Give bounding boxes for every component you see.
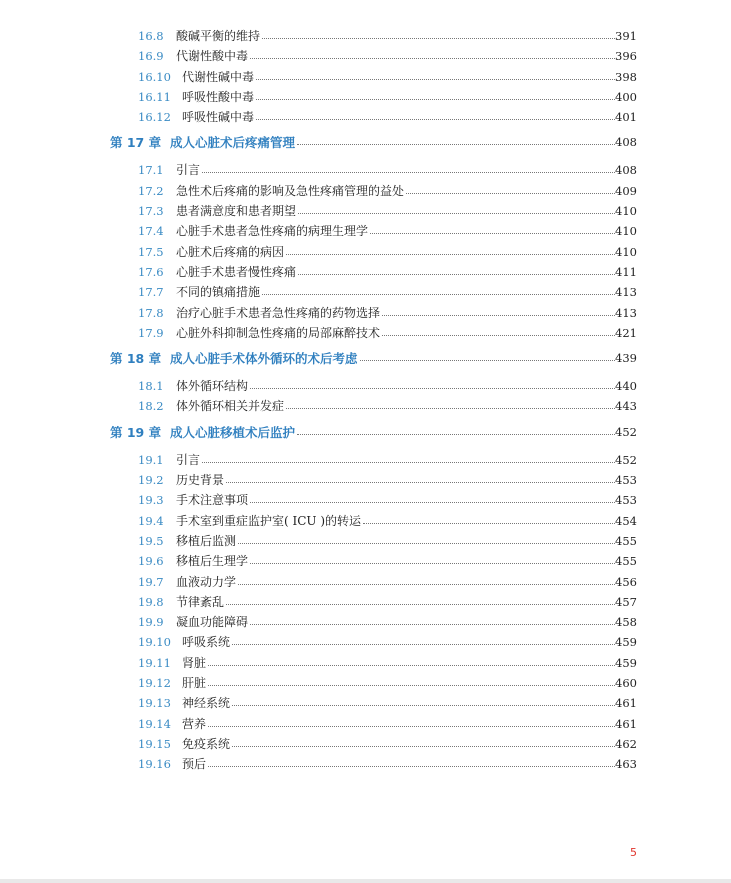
toc-section-entry[interactable] <box>0 632 731 652</box>
toc-section-entry[interactable] <box>0 46 731 66</box>
section-title: 代谢性碱中毒 <box>182 69 255 84</box>
toc-section-entry[interactable] <box>0 511 731 531</box>
section-page-number: 400 <box>615 89 637 104</box>
chapter-page-number: 439 <box>615 351 637 366</box>
dot-leader <box>382 315 615 316</box>
section-title: 急性术后疼痛的影响及急性疼痛管理的益处 <box>176 183 405 198</box>
toc-section-entry[interactable] <box>0 282 731 302</box>
section-page-number: 443 <box>615 399 637 414</box>
toc-section-entry[interactable] <box>0 26 731 46</box>
page-number: 5 <box>630 846 637 859</box>
dot-leader <box>297 434 615 435</box>
dot-leader <box>370 233 615 234</box>
toc-chapter-heading[interactable] <box>0 345 731 372</box>
toc-section-entry[interactable] <box>0 323 731 343</box>
section-page-number: 401 <box>615 110 637 125</box>
section-title: 引言 <box>176 163 201 178</box>
section-number: 17.2 <box>138 183 164 198</box>
toc-section-entry[interactable] <box>0 470 731 490</box>
dot-leader <box>250 388 615 389</box>
section-page-number: 440 <box>615 379 637 394</box>
toc-section-entry[interactable] <box>0 693 731 713</box>
dot-leader <box>406 193 615 194</box>
section-number: 19.11 <box>138 655 171 670</box>
section-title: 引言 <box>176 452 201 467</box>
section-title: 呼吸性碱中毒 <box>182 110 255 125</box>
toc-section-entry[interactable] <box>0 551 731 571</box>
section-page-number: 410 <box>615 204 637 219</box>
section-number: 19.15 <box>138 736 171 751</box>
section-number: 16.11 <box>138 89 171 104</box>
toc-section-entry[interactable] <box>0 181 731 201</box>
section-number: 19.6 <box>138 554 164 569</box>
chapter-title: 成人心脏术后疼痛管理 <box>170 135 296 151</box>
section-page-number: 410 <box>615 244 637 259</box>
section-page-number: 454 <box>615 513 637 528</box>
toc-section-entry[interactable] <box>0 67 731 87</box>
dot-leader <box>256 119 615 120</box>
toc-section-entry[interactable] <box>0 592 731 612</box>
dot-leader <box>250 58 615 59</box>
section-page-number: 459 <box>615 655 637 670</box>
chapter-title: 成人心脏移植术后监护 <box>170 424 296 440</box>
toc-section-entry[interactable] <box>0 754 731 774</box>
section-title: 心脏术后疼痛的病因 <box>176 244 285 259</box>
toc-section-entry[interactable] <box>0 303 731 323</box>
section-number: 16.9 <box>138 49 164 64</box>
toc-chapter-heading[interactable] <box>0 419 731 446</box>
dot-leader <box>256 99 615 100</box>
section-title: 预后 <box>182 757 207 772</box>
section-page-number: 408 <box>615 163 637 178</box>
chapter-page-number: 452 <box>615 424 637 439</box>
dot-leader <box>202 172 615 173</box>
section-title: 手术注意事项 <box>176 493 249 508</box>
section-number: 16.8 <box>138 29 164 43</box>
section-number: 19.14 <box>138 716 171 731</box>
dot-leader <box>208 665 615 666</box>
section-page-number: 461 <box>615 696 637 711</box>
section-page-number: 413 <box>615 305 637 320</box>
section-page-number: 456 <box>615 574 637 589</box>
section-number: 19.4 <box>138 513 164 528</box>
section-title: 营养 <box>182 716 207 731</box>
toc-section-entry[interactable] <box>0 242 731 262</box>
chapter-title: 成人心脏手术体外循环的术后考虑 <box>170 351 358 367</box>
toc-section-entry[interactable] <box>0 87 731 107</box>
section-title: 体外循环结构 <box>176 379 249 394</box>
section-page-number: 460 <box>615 676 637 691</box>
section-title: 患者满意度和患者期望 <box>176 204 297 219</box>
section-page-number: 421 <box>615 325 637 340</box>
toc-section-entry[interactable] <box>0 612 731 632</box>
dot-leader <box>256 79 615 80</box>
section-title: 体外循环相关并发症 <box>176 399 285 414</box>
toc-section-entry[interactable] <box>0 653 731 673</box>
section-number: 19.12 <box>138 676 171 691</box>
section-number: 19.8 <box>138 594 164 609</box>
section-number: 19.1 <box>138 452 164 467</box>
section-page-number: 453 <box>615 473 637 488</box>
dot-leader <box>232 705 615 706</box>
section-number: 18.2 <box>138 399 164 414</box>
section-title: 移植后生理学 <box>176 554 249 569</box>
section-number: 17.7 <box>138 285 164 300</box>
chapter-label: 第 19 章 <box>110 424 162 440</box>
section-page-number: 455 <box>615 533 637 548</box>
toc-section-entry[interactable] <box>0 450 731 470</box>
section-page-number: 398 <box>615 69 637 84</box>
section-number: 17.3 <box>138 204 164 219</box>
toc-section-entry[interactable] <box>0 531 731 551</box>
section-page-number: 391 <box>615 29 637 43</box>
toc-section-entry[interactable] <box>0 160 731 180</box>
dot-leader <box>262 294 615 295</box>
dot-leader <box>202 462 615 463</box>
section-title: 心脏手术患者慢性疼痛 <box>176 264 297 279</box>
dot-leader <box>208 726 615 727</box>
toc-section-entry[interactable] <box>0 376 731 396</box>
dot-leader <box>286 254 615 255</box>
dot-leader <box>286 408 615 409</box>
toc-section-entry[interactable] <box>0 201 731 221</box>
dot-leader <box>226 482 615 483</box>
section-title: 血液动力学 <box>176 574 237 589</box>
dot-leader <box>363 523 615 524</box>
toc-section-entry[interactable] <box>0 714 731 734</box>
section-number: 19.10 <box>138 635 171 650</box>
section-number: 17.4 <box>138 224 164 239</box>
section-number: 17.8 <box>138 305 164 320</box>
section-title: 呼吸性酸中毒 <box>182 89 255 104</box>
toc-section-entry[interactable] <box>0 396 731 416</box>
dot-leader <box>208 685 615 686</box>
section-title: 治疗心脏手术患者急性疼痛的药物选择 <box>176 305 381 320</box>
section-page-number: 458 <box>615 615 637 630</box>
section-page-number: 462 <box>615 736 637 751</box>
section-title: 移植后监测 <box>176 533 237 548</box>
toc-chapter-heading[interactable] <box>0 129 731 156</box>
chapter-label: 第 18 章 <box>110 351 162 367</box>
dot-leader <box>250 624 615 625</box>
section-title: 节律紊乱 <box>176 594 225 609</box>
dot-leader <box>226 604 615 605</box>
section-page-number: 396 <box>615 49 637 64</box>
dot-leader <box>232 644 615 645</box>
section-number: 17.1 <box>138 163 164 178</box>
section-number: 17.6 <box>138 264 164 279</box>
section-number: 18.1 <box>138 379 164 394</box>
dot-leader <box>238 543 615 544</box>
toc-section-entry[interactable] <box>0 734 731 754</box>
chapter-page-number: 408 <box>615 135 637 150</box>
dot-leader <box>238 584 615 585</box>
section-title: 心脏外科抑制急性疼痛的局部麻醉技术 <box>176 325 381 340</box>
toc-section-entry[interactable] <box>0 262 731 282</box>
section-title: 神经系统 <box>182 696 231 711</box>
section-number: 17.9 <box>138 325 164 340</box>
section-page-number: 463 <box>615 757 637 772</box>
section-number: 19.13 <box>138 696 171 711</box>
section-number: 19.16 <box>138 757 171 772</box>
section-number: 19.5 <box>138 533 164 548</box>
dot-leader <box>262 38 615 39</box>
section-number: 19.7 <box>138 574 164 589</box>
toc-section-entry[interactable] <box>0 107 731 127</box>
section-page-number: 453 <box>615 493 637 508</box>
section-title: 代谢性酸中毒 <box>176 49 249 64</box>
section-title: 历史背景 <box>176 473 225 488</box>
section-page-number: 411 <box>615 264 637 279</box>
section-page-number: 452 <box>615 452 637 467</box>
dot-leader <box>298 274 615 275</box>
section-title: 心脏手术患者急性疼痛的病理生理学 <box>176 224 369 239</box>
section-page-number: 409 <box>615 183 637 198</box>
toc-section-entry[interactable] <box>0 572 731 592</box>
toc-section-entry[interactable] <box>0 221 731 241</box>
section-page-number: 461 <box>615 716 637 731</box>
section-page-number: 455 <box>615 554 637 569</box>
dot-leader <box>382 335 615 336</box>
section-number: 17.5 <box>138 244 164 259</box>
section-title: 凝血功能障碍 <box>176 615 249 630</box>
chapter-label: 第 17 章 <box>110 135 162 151</box>
dot-leader <box>250 563 615 564</box>
section-number: 19.3 <box>138 493 164 508</box>
section-title: 呼吸系统 <box>182 635 231 650</box>
section-page-number: 459 <box>615 635 637 650</box>
section-number: 19.9 <box>138 615 164 630</box>
dot-leader <box>360 360 615 361</box>
section-title: 酸碱平衡的维持 <box>176 29 261 43</box>
section-title: 肾脏 <box>182 655 207 670</box>
section-page-number: 457 <box>615 594 637 609</box>
dot-leader <box>297 144 615 145</box>
table-of-contents <box>0 26 731 775</box>
section-page-number: 413 <box>615 285 637 300</box>
section-number: 16.10 <box>138 69 171 84</box>
section-number: 19.2 <box>138 473 164 488</box>
section-number: 16.12 <box>138 110 171 125</box>
section-page-number: 410 <box>615 224 637 239</box>
toc-section-entry[interactable] <box>0 673 731 693</box>
section-title: 手术室到重症监护室( ICU )的转运 <box>176 513 362 528</box>
dot-leader <box>232 746 615 747</box>
section-title: 肝脏 <box>182 676 207 691</box>
dot-leader <box>298 213 615 214</box>
section-title: 不同的镇痛措施 <box>176 285 261 300</box>
section-title: 免疫系统 <box>182 736 231 751</box>
dot-leader <box>250 502 615 503</box>
toc-section-entry[interactable] <box>0 490 731 510</box>
bottom-divider <box>0 879 731 883</box>
dot-leader <box>208 766 615 767</box>
